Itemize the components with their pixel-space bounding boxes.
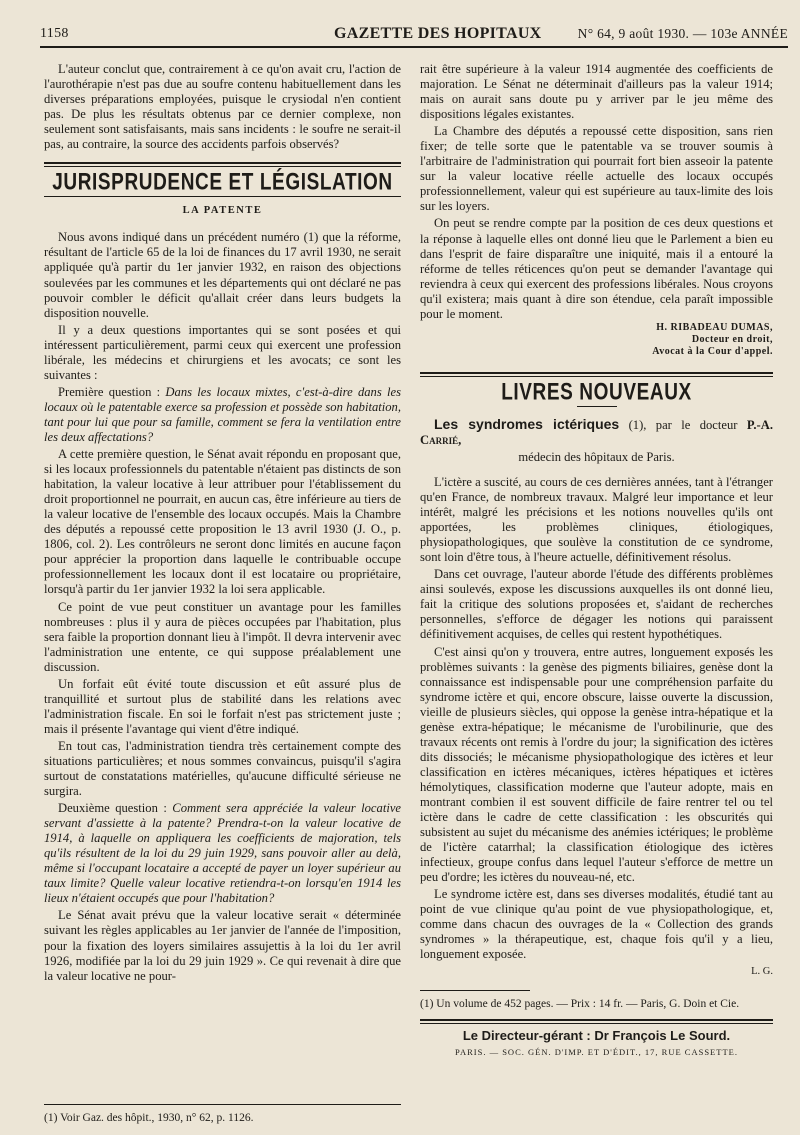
paragraph: Le Sénat avait prévu que la valeur locative serait « déterminée suivant les règles applicables au 1er janvier de l'année de l'imposition, pour la fixation des loyers similaires assujettis à la loi du 1er avril 1926, modifiée par la loi du 29 juin 1929 ». Ce qui revenait à dire que la valeur locative ne pour- <box>44 908 401 983</box>
question-text: Dans les locaux mixtes, c'est-à-dire dans les locaux où le patentable exerce sa profession et possède son habitation, tant pour lui que pour sa famille, comment se fera la ventilation entre les deux affectations? <box>44 384 402 444</box>
section-title-jurisprudence: JURISPRUDENCE ET LÉGISLATION <box>52 169 393 196</box>
paragraph: rait être supérieure à la valeur 1914 augmentée des coefficients de majoration. Le Sénat ne déterminait d'ailleurs pas la valeur 1914; mais on aurait sans doute pu y arriver par le jeu même des dispositions légales existantes. <box>420 62 773 122</box>
page-header <box>40 22 788 44</box>
intro-paragraph: L'auteur conclut que, contrairement à ce qu'on avait cru, l'action de l'aurothérapie n'est pas due au soufre contenu habituellement dans les diverses préparations employées, puisque le crysiodal n'en contient pas. De plus les résultats obtenus par ce dernier complexe, non seulement sont satisfaisants, mais sans incidents : le soufre ne serait-il pas, au contraire, la source des accidents parfois observés? <box>44 62 401 152</box>
question-one <box>44 385 401 445</box>
question-two <box>44 801 401 906</box>
section-underline <box>577 406 617 407</box>
section-divider <box>44 162 401 167</box>
section-divider <box>420 372 773 377</box>
signature-title: Docteur en droit, <box>691 333 773 345</box>
review-paragraph: C'est ainsi qu'on y trouvera, entre autres, longuement exposés les problèmes suivants : la genèse des pigments biliaires, genèse dont la connaissance est indispensable pour une compréhension parfaite du syndrome ictère et qui, encore obscure, laisse ouverte la discussion, vieille de plusieurs siècles, qui oppose la genèse intra-hépatique et la genèse extra-hépatique; le mécanisme de l'urobilinurie, que des travaux récents ont remis à l'ordre du jour; la signification des ictères dits dissociés; le mécanisme physiopathologique des ictères et leur classification en ictères mécaniques, ictères hépatiques et ictères hémolytiques, classification moderne que l'auteur adopte, mais en montrant combien il est souvent difficile de faire rentrer tel ou tel ictère dans le cadre de cette classification : les obscurités qui subsistent au sujet du mécanisme des anémies ictériques; le problème de l'ictère catarrhal; la classification étiologique des ictères infectieux, groupe confus dans lequel l'auteur s'efforce de mettre un peu d'ordre; les ictères du nouveau-né, etc. <box>420 644 773 885</box>
section-title-livres: LIVRES NOUVEAUX <box>501 379 692 406</box>
question-text: Comment sera appréciée la valeur locative servant d'assiette à la patente? Prendra-t-on la valeur locative de 1914, à laquelle on appliquera les coefficients de majoration, tels qu'ils résultent de la loi du 29 juin 1929, sans pouvoir aller au delà, même si l'occupant locataire a accepté de payer un loyer supérieur au taux limite? Quelle valeur locative retiendra-t-on lorsqu'en 1914 les lieux n'étaient occupés que pour l'habitation? <box>44 801 402 906</box>
issue-info: N° 64, 9 août 1930. — 103e ANNÉE <box>577 26 788 41</box>
signature-title: Avocat à la Cour d'appel. <box>652 345 773 357</box>
footnote-left: (1) Voir Gaz. des hôpit., 1930, n° 62, p. 1126. <box>44 1112 254 1124</box>
printer-line: PARIS. — SOC. GÉN. D'IMP. ET D'ÉDIT., 17, RUE CASSETTE. <box>455 1046 738 1057</box>
page-number: 1158 <box>40 26 69 41</box>
director-line: Le Directeur-gérant : Dr François Le Sourd. <box>462 1027 731 1043</box>
review-paragraph: L'ictère a suscité, au cours de ces dernières années, tant à l'étranger qu'en France, de nombreux travaux. Malgré leur importance et leur intérêt, malgré les précisions et les notions nouvelles qu'ils ont apportées, les problèmes cliniques, étiologiques, physiopathologiques, que soulève la constitution de ce syndrome, sont loin d'être tous, à l'heure actuelle, définitivement résolus. <box>420 474 773 565</box>
paragraph: Un forfait eût évité toute discussion et eût assuré plus de tranquillité et surtout plus de stabilité dans les relations avec l'administration fiscale. En soi le forfait n'est pas strictement juste ; mais il présente l'avantage qui vient d'être indiqué. <box>44 676 401 736</box>
paragraph: A cette première question, le Sénat avait répondu en proposant que, si les locaux professionnels du patentable n'étaient pas distincts de son habitation, la valeur locative à leur attribuer pour l'établissement du droit proportionnel ne pourrait, en aucun cas, être inférieure au tiers de la valeur locative de l'ensemble des locaux occupés. Mais la Chambre des députés a repoussé cette proposition le 13 avril 1930 (J. O., p. 1806, col. 2). Les contrôleurs ne seront donc limités en aucune façon pour apprécier la proportion dans laquelle le contribuable occupe professionnellement les locaux dont il est locataire ou propriétaire, lorsqu'à partir du 1er janvier 1932 la loi sera applicable. <box>44 447 401 597</box>
header-rule <box>40 46 788 48</box>
footnote-rule <box>44 1104 401 1105</box>
footer-divider <box>420 1019 773 1024</box>
section-underline <box>44 196 401 197</box>
question-lead: Première question : <box>58 384 166 399</box>
paragraph: Nous avons indiqué dans un précédent numéro (1) que la réforme, résultant de l'article 65 de la loi de finances du 17 avril 1930, ne serait appliquée qu'à partir du 1er janvier 1932, en raison des objections soulevées par les communes et les départements qui ont déclaré ne pas pouvoir combler le déficit qu'allait créer dans leurs budgets la disposition nouvelle. <box>44 230 401 320</box>
review-initials: L. G. <box>751 966 773 978</box>
footnote-rule <box>420 990 530 991</box>
review-paragraph: Dans cet ouvrage, l'auteur aborde l'étude des différents problèmes ainsi soulevés, expose les discussions auxquelles ils ont donné lieu, fait la critique des solutions proposées et, s'aidant de recherches personnelles, s'efforce de dégager les notions qui paraissent définitivement acquises, de celles qui restent hypothétiques. <box>420 567 773 642</box>
journal-title: GAZETTE DES HOPITAUX <box>334 25 542 42</box>
book-note: (1), par le docteur <box>619 417 747 432</box>
paragraph: Ce point de vue peut constituer un avantage pour les familles nombreuses : plus il y aura de pièces occupées par l'habitation, plus sera faible la proportion donnant lieu à l'impôt. Il devra intervenir avec l'administration une entente, ce qui suppose préalablement une discussion. <box>44 599 401 674</box>
left-column <box>44 62 401 986</box>
author-signature <box>420 322 773 358</box>
paragraph: On peut se rendre compte par la position de ces deux questions et la réponse à laquelle elles ont donné lieu que le Parlement a bien eu dans l'esprit de faire disparaître une iniquité, mais il a entouré la réforme de telles réticences qu'on peut se demander l'avantage qui reviendra à ceux qui exercent des professions libérales. Nous croyons qu'il existera; mais quant à dire son étendue, cela paraît impossible pour le moment. <box>420 216 773 321</box>
book-affiliation: médecin des hôpitaux de Paris. <box>518 449 675 464</box>
paragraph: En tout cas, l'administration tiendra très certainement compte des situations particulières; et nous sommes convaincus, puisqu'il s'agira surtout de constatations matérielles, qu'aucune difficulté sérieuse ne surgira. <box>44 738 401 799</box>
book-author: P.-A. Carrié, <box>420 417 773 447</box>
question-lead: Deuxième question : <box>58 801 173 816</box>
paragraph: Il y a deux questions importantes qui se sont posées et qui intéressent particulièrement, parmi ceux qui exercent une profession libérale, les médecins et chirurgiens et les avocats; ce sont les suivantes : <box>44 322 401 382</box>
book-heading <box>420 417 773 448</box>
review-paragraph: Le syndrome ictère est, dans ses diverses modalités, étudié tant au point de vue clinique qu'au point de vue physiopathologique, et, comme dans chacun des ouvrages de la « Collection des grands syndromes » la thérapeutique, est, chaque fois qu'il y a lieu, longuement exposée. <box>420 887 773 962</box>
subsection-title: LA PATENTE <box>182 205 263 217</box>
right-column <box>420 62 773 1060</box>
paragraph: La Chambre des députés a repoussé cette disposition, sans rien fixer; de telle sorte que le patentable va se trouver soumis à l'arbitraire de l'administration qui pourrait fort bien asseoir la patente sur la valeur locative réelle actuelle des locaux occupés professionnellement, valeur qui est supérieure au taux-limite des lois sur les loyers. <box>420 124 773 214</box>
book-title: Les syndromes ictériques <box>434 415 620 432</box>
footnote-right: (1) Un volume de 452 pages. — Prix : 14 fr. — Paris, G. Doin et Cie. <box>420 997 740 1010</box>
signature-name: H. RIBADEAU DUMAS, <box>656 321 773 333</box>
